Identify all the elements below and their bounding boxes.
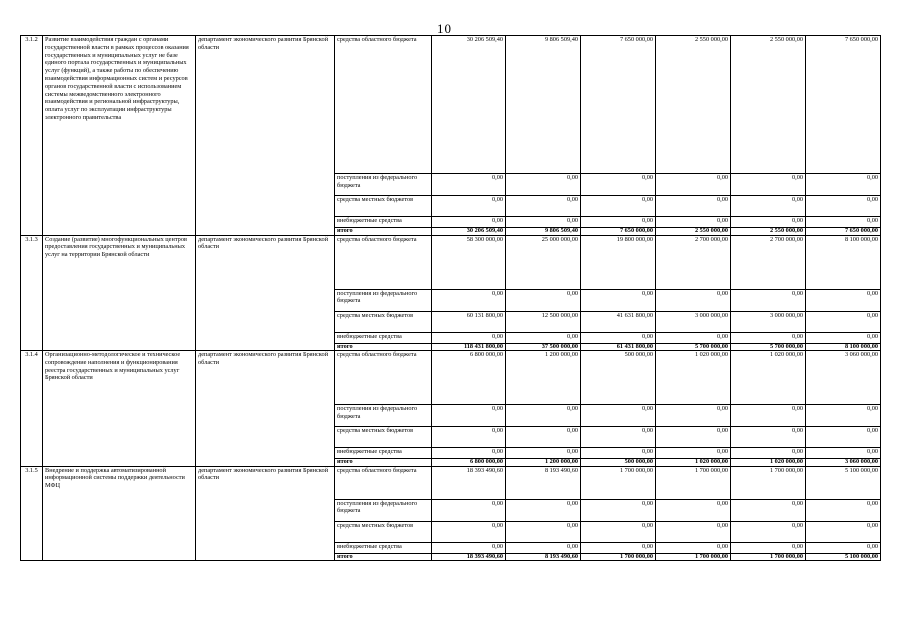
amount-cell: 0,00 (432, 521, 506, 542)
amount-cell: 0,00 (581, 499, 656, 521)
item-code: 3.1.5 (21, 466, 43, 561)
amount-cell: 0,00 (581, 405, 656, 427)
item-code: 3.1.2 (21, 36, 43, 236)
source-label: внебюджетные средства (335, 332, 432, 343)
amount-cell: 0,00 (731, 196, 806, 217)
amount-cell: 0,00 (656, 448, 731, 459)
source-label: поступления из федерального бюджета (335, 289, 432, 311)
amount-cell: 500 000,00 (581, 351, 656, 405)
amount-cell: 0,00 (432, 217, 506, 228)
item-description: Развитие взаимодействия граждан с органами государственной власти в рамках процессов оказания государственных и муниципальных услуг не базе единого портала государственных и муниципальных услуг (функций), а также работы по обеспечению взаимодействия информационных систем и ресурсов органов государственной власти с использованием системы межведомственного электронного взаимодействия и региональной инфраструктуры, оплата услуг по эксплуатации инфраструктуры электронного правительства (43, 36, 196, 236)
source-label: поступления из федерального бюджета (335, 405, 432, 427)
amount-cell: 0,00 (581, 427, 656, 448)
amount-cell: 0,00 (506, 427, 581, 448)
amount-cell: 0,00 (806, 499, 881, 521)
amount-cell: 30 206 509,40 (432, 36, 506, 174)
amount-cell: 0,00 (806, 405, 881, 427)
amount-cell: 18 393 490,60 (432, 466, 506, 499)
amount-cell: 0,00 (806, 196, 881, 217)
total-cell: 9 806 509,40 (506, 228, 581, 236)
amount-cell: 0,00 (656, 196, 731, 217)
source-label: внебюджетные средства (335, 448, 432, 459)
total-cell: 7 650 000,00 (581, 228, 656, 236)
amount-cell: 0,00 (506, 405, 581, 427)
amount-cell: 0,00 (731, 332, 806, 343)
amount-cell: 1 200 000,00 (506, 351, 581, 405)
amount-cell: 0,00 (432, 174, 506, 196)
amount-cell: 1 020 000,00 (656, 351, 731, 405)
amount-cell: 0,00 (806, 174, 881, 196)
source-label: итого (335, 228, 432, 236)
item-executor: департамент экономического развития Брянской области (196, 351, 335, 467)
amount-cell: 0,00 (432, 499, 506, 521)
amount-cell: 0,00 (432, 332, 506, 343)
amount-cell: 0,00 (656, 174, 731, 196)
amount-cell: 0,00 (731, 405, 806, 427)
amount-cell: 0,00 (731, 521, 806, 542)
amount-cell: 1 700 000,00 (581, 466, 656, 499)
amount-cell: 0,00 (656, 217, 731, 228)
item-description: Внедрение и поддержка автоматизированной информационной системы поддержки деятельности МФЦ (43, 466, 196, 561)
total-cell: 1 700 000,00 (581, 553, 656, 561)
amount-cell: 0,00 (806, 217, 881, 228)
table-row (21, 351, 881, 405)
amount-cell: 0,00 (656, 332, 731, 343)
amount-cell: 0,00 (432, 405, 506, 427)
amount-cell: 0,00 (581, 448, 656, 459)
amount-cell: 0,00 (581, 289, 656, 311)
amount-cell: 0,00 (432, 196, 506, 217)
item-code: 3.1.4 (21, 351, 43, 467)
amount-cell: 0,00 (731, 289, 806, 311)
amount-cell: 8 100 000,00 (806, 235, 881, 289)
total-cell: 6 800 000,00 (432, 459, 506, 467)
amount-cell: 6 800 000,00 (432, 351, 506, 405)
page-number: 10 (437, 21, 452, 36)
item-executor: департамент экономического развития Брянской области (196, 235, 335, 351)
total-cell: 30 206 509,40 (432, 228, 506, 236)
amount-cell: 0,00 (731, 427, 806, 448)
amount-cell: 5 100 000,00 (806, 466, 881, 499)
source-label: средства местных бюджетов (335, 521, 432, 542)
amount-cell: 0,00 (806, 311, 881, 332)
source-label: средства местных бюджетов (335, 196, 432, 217)
amount-cell: 0,00 (656, 542, 731, 553)
amount-cell: 0,00 (806, 521, 881, 542)
total-cell: 37 500 000,00 (506, 343, 581, 351)
amount-cell: 9 806 509,40 (506, 36, 581, 174)
amount-cell: 0,00 (506, 217, 581, 228)
amount-cell: 0,00 (581, 542, 656, 553)
amount-cell: 0,00 (506, 448, 581, 459)
amount-cell: 0,00 (806, 448, 881, 459)
amount-cell: 0,00 (432, 448, 506, 459)
total-cell: 3 060 000,00 (806, 459, 881, 467)
table-row (21, 235, 881, 289)
total-cell: 2 550 000,00 (731, 228, 806, 236)
amount-cell: 0,00 (581, 196, 656, 217)
item-description: Организационно-методологическое и техническое сопровождение наполнения и функционирования реестра государственных и муниципальных услуг Брянской области (43, 351, 196, 467)
amount-cell: 2 550 000,00 (731, 36, 806, 174)
item-description: Создание (развитие) многофункциональных центров предоставления государственных и муниципальных услуг на территории Брянской области (43, 235, 196, 351)
source-label: поступления из федерального бюджета (335, 499, 432, 521)
amount-cell: 2 700 000,00 (731, 235, 806, 289)
source-label: средства областного бюджета (335, 351, 432, 405)
amount-cell: 0,00 (806, 332, 881, 343)
amount-cell: 0,00 (806, 542, 881, 553)
item-executor: департамент экономического развития Брянской области (196, 466, 335, 561)
source-label: средства областного бюджета (335, 466, 432, 499)
total-cell: 1 700 000,00 (731, 553, 806, 561)
amount-cell: 3 000 000,00 (731, 311, 806, 332)
amount-cell: 0,00 (506, 542, 581, 553)
total-cell: 5 100 000,00 (806, 553, 881, 561)
amount-cell: 2 700 000,00 (656, 235, 731, 289)
source-label: средства областного бюджета (335, 36, 432, 174)
amount-cell: 0,00 (731, 499, 806, 521)
total-cell: 500 000,00 (581, 459, 656, 467)
total-cell: 1 200 000,00 (506, 459, 581, 467)
total-cell: 1 700 000,00 (656, 553, 731, 561)
amount-cell: 0,00 (806, 289, 881, 311)
amount-cell: 0,00 (581, 332, 656, 343)
amount-cell: 1 020 000,00 (731, 351, 806, 405)
item-code: 3.1.3 (21, 235, 43, 351)
source-label: итого (335, 459, 432, 467)
amount-cell: 60 131 800,00 (432, 311, 506, 332)
budget-table-body (21, 36, 881, 561)
amount-cell: 0,00 (731, 174, 806, 196)
total-cell: 8 100 000,00 (806, 343, 881, 351)
source-label: средства местных бюджетов (335, 311, 432, 332)
amount-cell: 0,00 (656, 499, 731, 521)
amount-cell: 0,00 (432, 542, 506, 553)
amount-cell: 0,00 (656, 405, 731, 427)
amount-cell: 0,00 (806, 427, 881, 448)
amount-cell: 1 700 000,00 (656, 466, 731, 499)
amount-cell: 0,00 (506, 174, 581, 196)
amount-cell: 0,00 (506, 289, 581, 311)
amount-cell: 0,00 (506, 196, 581, 217)
amount-cell: 12 500 000,00 (506, 311, 581, 332)
amount-cell: 0,00 (432, 289, 506, 311)
amount-cell: 41 631 800,00 (581, 311, 656, 332)
table-row (21, 466, 881, 499)
amount-cell: 0,00 (731, 217, 806, 228)
amount-cell: 0,00 (656, 521, 731, 542)
item-executor: департамент экономического развития Брянской области (196, 36, 335, 236)
total-cell: 1 020 000,00 (731, 459, 806, 467)
amount-cell: 0,00 (731, 542, 806, 553)
amount-cell: 0,00 (581, 217, 656, 228)
total-cell: 18 393 490,60 (432, 553, 506, 561)
amount-cell: 0,00 (656, 427, 731, 448)
amount-cell: 8 193 490,60 (506, 466, 581, 499)
total-cell: 5 700 000,00 (731, 343, 806, 351)
budget-table (20, 35, 881, 561)
source-label: поступления из федерального бюджета (335, 174, 432, 196)
total-cell: 2 550 000,00 (656, 228, 731, 236)
source-label: итого (335, 553, 432, 561)
total-cell: 1 020 000,00 (656, 459, 731, 467)
source-label: средства областного бюджета (335, 235, 432, 289)
amount-cell: 7 650 000,00 (581, 36, 656, 174)
source-label: внебюджетные средства (335, 542, 432, 553)
source-label: средства местных бюджетов (335, 427, 432, 448)
amount-cell: 58 300 000,00 (432, 235, 506, 289)
amount-cell: 0,00 (581, 174, 656, 196)
table-row (21, 36, 881, 174)
total-cell: 5 700 000,00 (656, 343, 731, 351)
amount-cell: 0,00 (432, 427, 506, 448)
total-cell: 8 193 490,60 (506, 553, 581, 561)
amount-cell: 25 000 000,00 (506, 235, 581, 289)
amount-cell: 3 060 000,00 (806, 351, 881, 405)
amount-cell: 19 800 000,00 (581, 235, 656, 289)
total-cell: 7 650 000,00 (806, 228, 881, 236)
amount-cell: 3 000 000,00 (656, 311, 731, 332)
amount-cell: 0,00 (581, 521, 656, 542)
amount-cell: 0,00 (656, 289, 731, 311)
source-label: внебюджетные средства (335, 217, 432, 228)
amount-cell: 2 550 000,00 (656, 36, 731, 174)
amount-cell: 0,00 (506, 499, 581, 521)
amount-cell: 0,00 (506, 332, 581, 343)
amount-cell: 0,00 (506, 521, 581, 542)
source-label: итого (335, 343, 432, 351)
amount-cell: 0,00 (731, 448, 806, 459)
amount-cell: 1 700 000,00 (731, 466, 806, 499)
total-cell: 61 431 800,00 (581, 343, 656, 351)
amount-cell: 7 650 000,00 (806, 36, 881, 174)
total-cell: 118 431 800,00 (432, 343, 506, 351)
